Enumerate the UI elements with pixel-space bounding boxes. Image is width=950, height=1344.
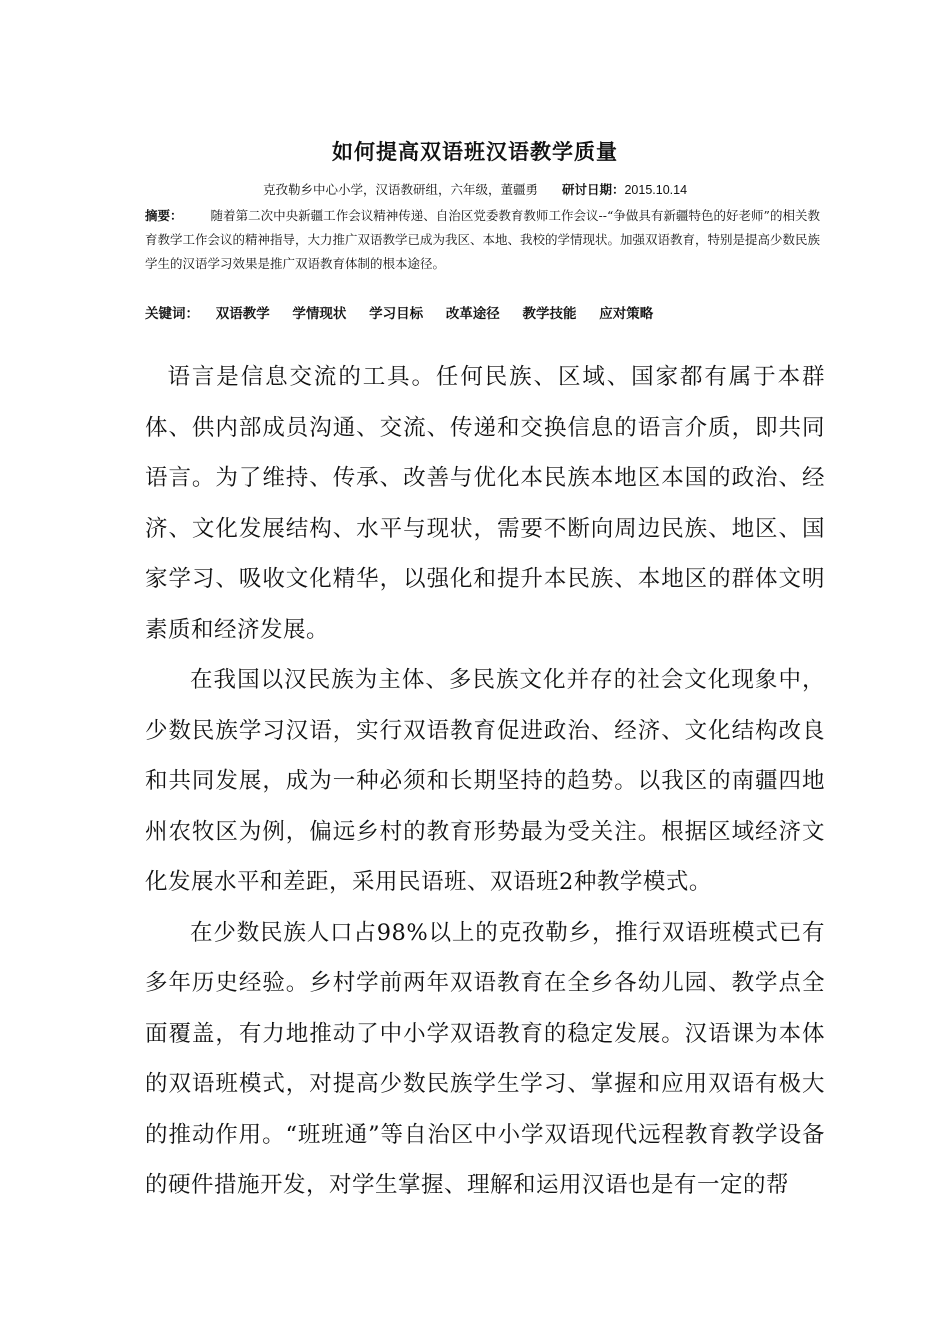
keyword: 学情现状 [292,306,347,322]
abstract-label: 摘要： [145,208,183,223]
date-label: 研讨日期： [561,182,625,197]
keyword: 教学技能 [522,306,577,322]
date-value: 2015.10.14 [624,183,688,197]
author-info: 克孜勒乡中心小学，汉语教研组，六年级，董疆勇 [262,182,538,197]
keywords-label: 关键词： [145,306,199,322]
keywords [145,302,820,322]
keyword: 双语教学 [215,306,270,322]
keyword: 应对策略 [599,306,654,322]
body-paragraph: 在少数民族人口占98%以上的克孜勒乡，推行双语班模式已有多年历史经验。乡村学前两年双语教育在全乡各幼儿园、教学点全面覆盖，有力地推动了中小学双语教育的稳定发展。汉语课为本体的双语班模式，对提高少数民族学生学习、掌握和应用双语有极大的推动作用。“班班通”等自治区中小学双语现代远程教育教学设备的硬件措施开发，对学生掌握、理解和运用汉语也是有一定的帮 [145,919,825,1198]
abstract [145,204,820,276]
body-paragraph: 语言是信息交流的工具。任何民族、区域、国家都有属于本群体、供内部成员沟通、交流、传递和交换信息的语言介质，即共同语言。为了维持、传承、改善与优化本民族本地区本国的政治、经济、文化发展结构、水平与现状，需要不断向周边民族、地区、国家学习、吸收文化精华，以强化和提升本民族、本地区的群体文明素质和经济发展。 [145,364,825,643]
body-text [145,352,825,1211]
body-paragraph: 在我国以汉民族为主体、多民族文化并存的社会文化现象中，少数民族学习汉语，实行双语教育促进政治、经济、文化结构改良和共同发展，成为一种必须和长期坚持的趋势。以我区的南疆四地州农牧区为例，偏远乡村的教育形势最为受关注。根据区域经济文化发展水平和差距，采用民语班、双语班2种教学模式。 [145,667,825,895]
keyword: 改革途径 [445,306,500,322]
document-title: 如何提高双语班汉语教学质量 [332,139,618,164]
keyword: 学习目标 [369,306,424,322]
byline [0,180,950,198]
abstract-text: 随着第二次中央新疆工作会议精神传递、自治区党委教育教师工作会议--“争做具有新疆特色的好老师”的相关教育教学工作会议的精神指导，大力推广双语教学已成为我区、本地、我校的学情现状。加强双语教育，特别是提高少数民族学生的汉语学习效果是推广双语教育体制的根本途径。 [145,208,821,271]
